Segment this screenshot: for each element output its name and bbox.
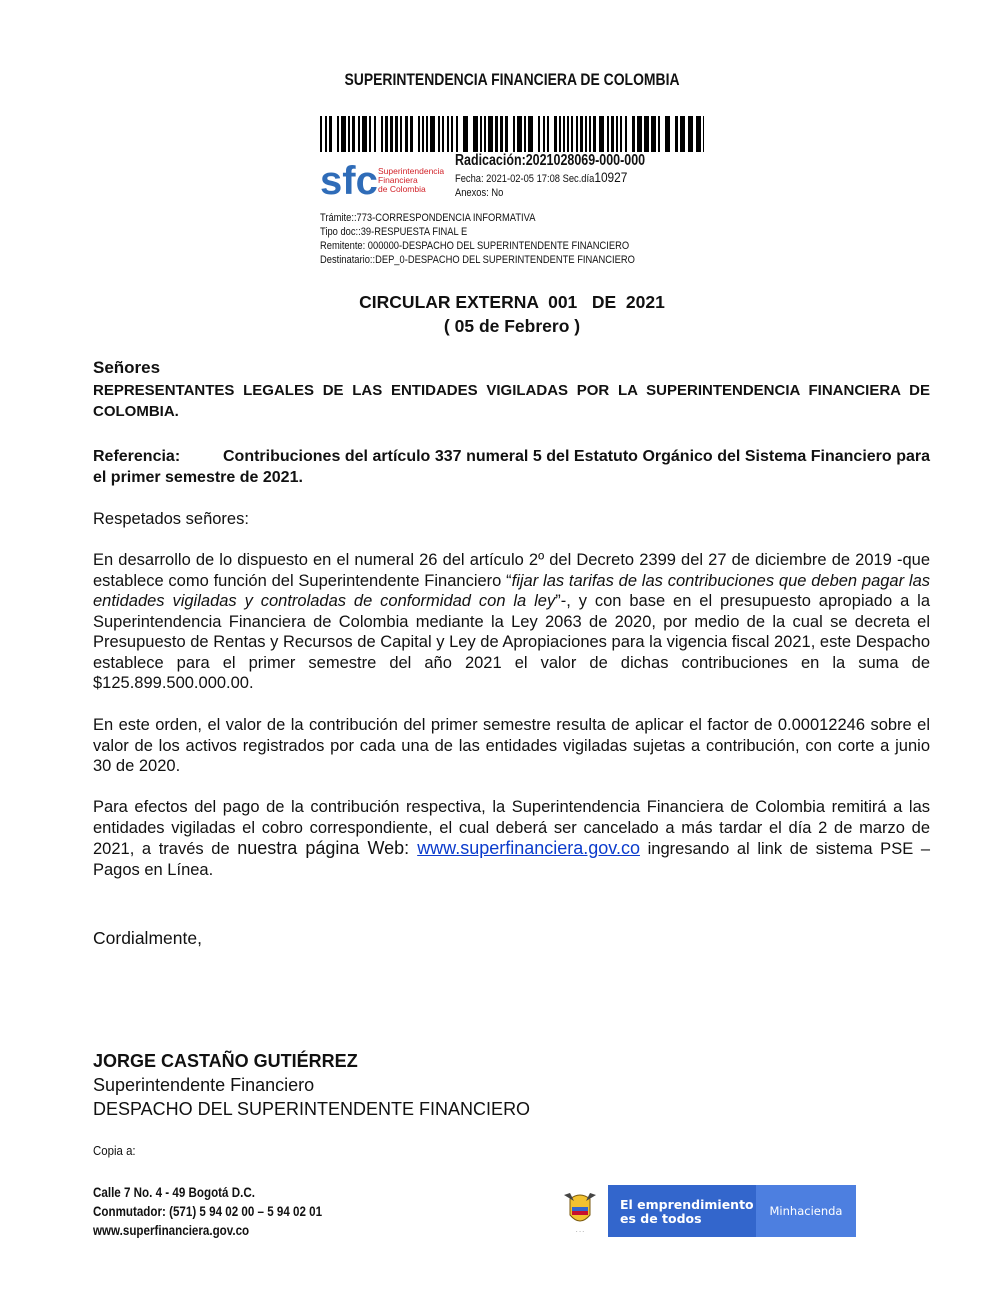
barcode-bar [430,116,435,152]
barcode-bar [559,116,561,152]
barcode-bar [385,116,388,152]
barcode-bar [644,116,649,152]
paragraph-1-before: En desarrollo de lo dispuesto en el numeral 26 del artículo 2º del Decreto 2399 del 27 de diciembre de 2019 -que establece como función del Superintendente Financiero “ [93,551,930,590]
meta-block [320,211,690,267]
barcode-bar [576,116,578,152]
barcode-bar [348,116,350,152]
barcode [320,116,704,152]
barcode-bar [484,116,486,152]
header-title: SUPERINTENDENCIA FINANCIERA DE COLOMBIA [344,70,680,89]
svg-text:· · ·: · · · [576,1229,584,1235]
barcode-bar [341,116,346,152]
barcode-bar [362,116,367,152]
barcode-bar [447,116,449,152]
barcode-bar [418,116,420,152]
footer-address: Calle 7 No. 4 - 49 Bogotá D.C. [93,1185,255,1200]
barcode-bar [410,116,413,152]
barcode-bar [696,116,701,152]
meta-destinatario: Destinatario::DEP_0-DESPACHO DEL SUPERINTENDENTE FINANCIERO [320,254,635,266]
addressees: REPRESENTANTES LEGALES DE LAS ENTIDADES VIGILADAS POR LA SUPERINTENDENCIA FINANCIERA DE COLOMBIA. [93,382,930,420]
barcode-bar [395,116,398,152]
barcode-bar [625,116,627,152]
sfc-logo-subtext-1: Superintendencia [378,166,444,176]
barcode-bar [571,116,573,152]
paragraph-2: En este orden, el valor de la contribución del primer semestre resulta de aplicar el factor de 0.00012246 sobre el valor de los activos registrados por cada una de las entidades vigiladas sujetas a contribución, con corte a junio 30 de 2020. [93,716,930,775]
barcode-bar [358,116,360,152]
barcode-bar [616,116,618,152]
footer-web: www.superfinanciera.gov.co [93,1223,250,1238]
barcode-bar [658,116,660,152]
reference [93,446,930,488]
barcode-bar [675,116,678,152]
greeting: Respetados señores: [93,510,249,528]
barcode-bar [543,116,545,152]
radicado-fecha-line [455,170,662,186]
barcode-bar [599,116,604,152]
reference-text: Contribuciones del artículo 337 numeral 5 del Estatuto Orgánico del Sistema Financiero para el primer semestre de 2021. [93,448,930,486]
barcode-bar [426,116,428,152]
barcode-bar [505,116,508,152]
signer-name: JORGE CASTAÑO GUTIÉRREZ [93,1051,358,1071]
barcode-bar [369,116,371,152]
barcode-bar [607,116,609,152]
barcode-bar [547,116,549,152]
barcode-bar [585,116,587,152]
barcode-bar [442,116,444,152]
barcode-bar [637,116,642,152]
footer-phone: Conmutador: (571) 5 94 02 00 – 5 94 02 01 [93,1204,323,1219]
barcode-bar [352,116,355,152]
barcode-bar [528,116,533,152]
barcode-bar [390,116,393,152]
barcode-bar [500,116,503,152]
copy-to: Copia a: [93,1143,136,1158]
circular-heading [0,290,1000,338]
radicado-block [455,152,699,200]
barcode-bar [651,116,656,152]
paragraph-1-italic: fijar las tarifas de las contribuciones que deben pagar las entidades vigiladas y controladas de conformidad con la ley [93,571,930,610]
closing: Cordialmente, [93,928,202,948]
signer-department: DESPACHO DEL SUPERINTENDENTE FINANCIERO [93,1099,531,1119]
barcode-bar [611,116,614,152]
barcode-bar [405,116,408,152]
banner-slogan-line2: es de todos [620,1211,702,1226]
salutation-title: Señores [93,358,161,377]
radicado-fecha: Fecha: 2021-02-05 17:08 Sec.día [455,173,595,185]
radicado-sec: 10927 [594,169,628,185]
barcode-bar [473,116,478,152]
barcode-bar [680,116,685,152]
radicado-anexos: Anexos: No [455,187,504,199]
banner-ministry: Minhacienda [769,1204,843,1218]
sfc-logo-subtext-2: Financiera [378,175,418,185]
banner-slogan-line1: El emprendimiento [620,1197,754,1212]
barcode-bar [554,116,557,152]
barcode-bar [524,116,526,152]
meta-tipo-doc: Tipo doc::39-RESPUESTA FINAL E [320,226,468,238]
barcode-bar [513,116,515,152]
superfinanciera-link[interactable]: www.superfinanciera.gov.co [417,838,640,858]
barcode-bar [400,116,402,152]
barcode-bar [589,116,591,152]
barcode-bar [593,116,596,152]
barcode-bar [620,116,622,152]
signer-role: Superintendente Financiero [93,1075,315,1095]
paragraph-3-after: ingresando al link de sistema PSE – Pagos en Línea. [93,840,931,879]
barcode-bar [632,116,635,152]
barcode-bar [495,116,498,152]
radicado-number: Radicación:2021028069-000-000 [455,152,646,169]
reference-label: Referencia: [93,448,181,465]
circular-title: CIRCULAR EXTERNA 001 DE 2021 [359,292,665,312]
barcode-bar [688,116,693,152]
meta-remitente: Remitente: 000000-DESPACHO DEL SUPERINTENDENTE FINANCIERO [320,240,630,252]
government-banner [558,1185,856,1237]
barcode-bar [325,116,327,152]
barcode-bar [451,116,453,152]
circular-date: ( 05 de Febrero ) [443,316,581,336]
sfc-logo-text: sfc [320,159,378,200]
footer-contact [93,1183,322,1240]
barcode-bar [580,116,583,152]
barcode-bar [463,116,468,152]
barcode-bar [337,116,339,152]
paragraph-1 [93,550,930,694]
paragraph-3-web-label: nuestra página Web: [237,838,418,858]
barcode-bar [438,116,440,152]
barcode-bar [329,116,332,152]
sfc-logo-subtext-3: de Colombia [378,184,426,194]
barcode-bar [422,116,424,152]
barcode-bar [517,116,522,152]
barcode-bar [320,116,322,152]
barcode-bar [480,116,482,152]
barcode-bar [665,116,670,152]
barcode-bar [374,116,376,152]
barcode-bar [567,116,569,152]
paragraph-3-before: Para efectos del pago de la contribución respectiva, la Superintendencia Financiera de Colombia remitirá a las entidades vigiladas el cobro correspondiente, el cual deberá ser cancelado a más tardar el día 2 de marzo de 2021, a través de [93,798,930,858]
barcode-bar [456,116,458,152]
meta-tramite: Trámite::773-CORRESPONDENCIA INFORMATIVA [320,212,536,224]
sfc-logo [320,158,444,200]
paragraph-1-after: ”-, y con base en el presupuesto apropiado a la Superintendencia Financiera de Colombia mediante la Ley 2063 de 2020, por medio de la cual se decreta el Presupuesto de Rentas y Recursos de Capital y Ley de Apropiaciones para la vigencia fiscal 2021, este Despacho establece para el primer semestre del año 2021 el valor de dichas contribuciones en la suma de $125.899.500.000.00. [93,592,930,692]
barcode-bar [563,116,565,152]
barcode-bar [488,116,493,152]
barcode-bar [703,116,704,152]
paragraph-3 [93,797,930,880]
barcode-bar [538,116,540,152]
barcode-bar [381,116,383,152]
